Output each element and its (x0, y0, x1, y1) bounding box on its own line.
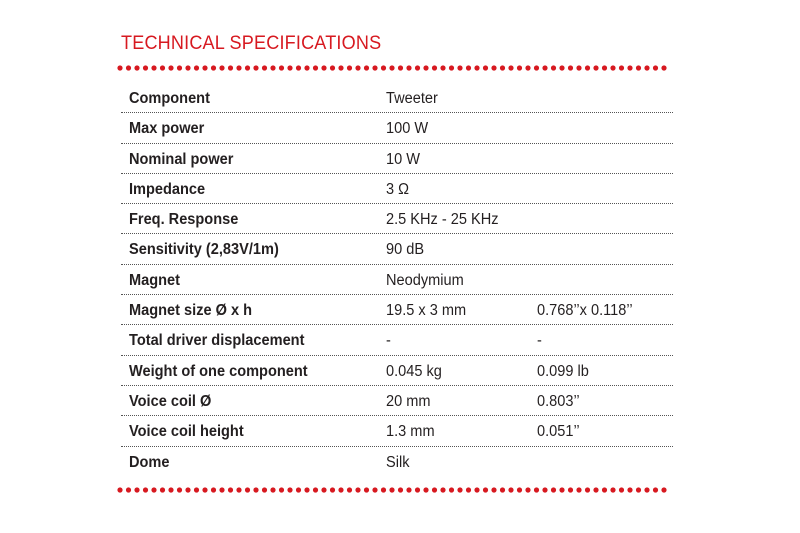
divider-dot (474, 487, 479, 492)
spec-value: 19.5 x 3 mm (386, 302, 467, 320)
divider-dot (228, 487, 233, 492)
spec-value: 1.3 mm (386, 423, 435, 441)
divider-dot (602, 487, 607, 492)
table-row (121, 234, 673, 264)
divider-dot (644, 65, 649, 70)
divider-dot (542, 65, 547, 70)
divider-dot (508, 487, 513, 492)
divider-dot (483, 65, 488, 70)
spec-imperial: - (537, 332, 542, 350)
divider-dot (160, 487, 165, 492)
spec-label: Voice coil height (129, 423, 244, 441)
divider-dot (568, 487, 573, 492)
divider-dot (636, 487, 641, 492)
divider-dot (585, 487, 590, 492)
divider-dot (134, 487, 139, 492)
spec-value: Silk (386, 453, 410, 471)
divider-dot (194, 65, 199, 70)
divider-dot (236, 65, 241, 70)
table-row (121, 204, 673, 234)
divider-dot (134, 65, 139, 70)
divider-dot (202, 65, 207, 70)
spec-label: Total driver displacement (129, 332, 305, 350)
divider-dot (661, 65, 666, 70)
divider-dot (593, 487, 598, 492)
divider-dot (304, 487, 309, 492)
divider-dot (466, 487, 471, 492)
divider-dot (330, 487, 335, 492)
table-row (121, 356, 673, 386)
divider-dot (236, 487, 241, 492)
spec-table (121, 83, 673, 477)
divider-dot (525, 65, 530, 70)
divider-dot (321, 65, 326, 70)
divider-dot (168, 487, 173, 492)
divider-dot (491, 487, 496, 492)
divider-dot (304, 65, 309, 70)
divider-dot (287, 65, 292, 70)
divider-dot (483, 487, 488, 492)
spec-value: 2.5 KHz - 25 KHz (386, 211, 499, 229)
divider-dot (126, 65, 131, 70)
spec-imperial: 0.803’’ (537, 392, 580, 410)
divider-dot (406, 65, 411, 70)
spec-label: Impedance (129, 180, 206, 198)
divider-dot (508, 65, 513, 70)
divider-dot (270, 487, 275, 492)
divider-dot (551, 65, 556, 70)
divider-dot (270, 65, 275, 70)
divider-dot (194, 487, 199, 492)
divider-dot (177, 487, 182, 492)
divider-dot (219, 487, 224, 492)
divider-dot (627, 487, 632, 492)
divider-dot (576, 487, 581, 492)
divider-dot (253, 487, 258, 492)
divider-dot (262, 487, 267, 492)
spec-value: 90 dB (386, 241, 425, 259)
divider-dot (389, 487, 394, 492)
divider-dot (117, 487, 122, 492)
divider-dot (406, 487, 411, 492)
divider-dot (262, 65, 267, 70)
spec-value: Tweeter (386, 90, 438, 107)
divider-dot (559, 487, 564, 492)
divider-dot (296, 65, 301, 70)
divider-dot (364, 487, 369, 492)
divider-dot (551, 487, 556, 492)
spec-label: Max power (129, 120, 205, 138)
spec-value: - (386, 332, 391, 350)
divider-dot (466, 65, 471, 70)
divider-dot (381, 487, 386, 492)
divider-dot (449, 65, 454, 70)
spec-value: 0.045 kg (386, 362, 442, 380)
divider-dot (313, 65, 318, 70)
divider-dot (143, 65, 148, 70)
divider-dot (338, 487, 343, 492)
divider-dot (644, 487, 649, 492)
divider-dot (355, 487, 360, 492)
divider-dot (474, 65, 479, 70)
divider-dot (517, 487, 522, 492)
divider-dot (126, 487, 131, 492)
divider-dot (602, 65, 607, 70)
divider-dot (610, 65, 615, 70)
divider-dot (347, 487, 352, 492)
table-row (121, 325, 673, 355)
divider-dot (440, 487, 445, 492)
page-title: TECHNICAL SPECIFICATIONS (121, 33, 382, 54)
divider-dot (168, 65, 173, 70)
divider-dot (177, 65, 182, 70)
divider-dot (151, 65, 156, 70)
divider-dot (219, 65, 224, 70)
spec-label: Nominal power (129, 150, 234, 168)
divider-dot (287, 487, 292, 492)
divider-dot (610, 487, 615, 492)
divider-dot (347, 65, 352, 70)
divider-dot (211, 65, 216, 70)
divider-dot (160, 65, 165, 70)
divider-dot (500, 487, 505, 492)
divider-dot (619, 65, 624, 70)
divider-dot (389, 65, 394, 70)
divider-dot (143, 487, 148, 492)
divider-dot (432, 487, 437, 492)
spec-label: Sensitivity (2,83V/1m) (129, 241, 279, 259)
divider-dot (228, 65, 233, 70)
divider-dot (432, 65, 437, 70)
divider-dot (653, 65, 658, 70)
divider-dot (440, 65, 445, 70)
divider-dot (534, 65, 539, 70)
table-row (121, 386, 673, 416)
spec-label: Freq. Response (129, 211, 239, 229)
divider-dot (568, 65, 573, 70)
spec-label: Voice coil Ø (129, 392, 212, 410)
divider-dot (653, 487, 658, 492)
divider-dot (321, 487, 326, 492)
divider-dot (245, 65, 250, 70)
spec-label: Magnet (129, 271, 180, 289)
spec-label: Magnet size Ø x h (129, 302, 253, 320)
divider-dot (313, 487, 318, 492)
table-row (121, 144, 673, 174)
divider-dot (338, 65, 343, 70)
table-row (121, 113, 673, 143)
divider-dot (211, 487, 216, 492)
spec-value: 20 mm (386, 392, 431, 410)
spec-imperial: 0.099 lb (537, 362, 589, 380)
divider-dot (372, 65, 377, 70)
divider-dot (661, 487, 666, 492)
table-row (121, 416, 673, 446)
table-row (121, 265, 673, 295)
table-row (121, 447, 673, 477)
spec-value: 100 W (386, 120, 429, 138)
dotted-divider-top (116, 64, 676, 72)
table-row (121, 83, 673, 113)
divider-dot (534, 487, 539, 492)
divider-dot (253, 65, 258, 70)
divider-dot (398, 487, 403, 492)
spec-value: Neodymium (386, 271, 464, 289)
divider-dot (364, 65, 369, 70)
divider-dot (585, 65, 590, 70)
spec-label: Dome (129, 453, 170, 471)
divider-dot (415, 487, 420, 492)
divider-dot (517, 65, 522, 70)
divider-dot (542, 487, 547, 492)
divider-dot (185, 487, 190, 492)
divider-dot (279, 487, 284, 492)
divider-dot (449, 487, 454, 492)
table-row (121, 174, 673, 204)
divider-dot (423, 487, 428, 492)
divider-dot (576, 65, 581, 70)
divider-dot (423, 65, 428, 70)
divider-dot (500, 65, 505, 70)
spec-label: Component (129, 90, 210, 107)
divider-dot (398, 65, 403, 70)
divider-dot (279, 65, 284, 70)
divider-dot (636, 65, 641, 70)
spec-label: Weight of one component (129, 362, 308, 380)
divider-dot (627, 65, 632, 70)
divider-dot (457, 65, 462, 70)
divider-dot (202, 487, 207, 492)
divider-dot (296, 487, 301, 492)
divider-dot (355, 65, 360, 70)
divider-dot (525, 487, 530, 492)
spec-imperial: 0.768’’x 0.118’’ (537, 302, 633, 320)
table-row (121, 295, 673, 325)
divider-dot (151, 487, 156, 492)
spec-imperial: 0.051’’ (537, 423, 580, 441)
divider-dot (491, 65, 496, 70)
divider-dot (559, 65, 564, 70)
divider-dot (593, 65, 598, 70)
divider-dot (619, 487, 624, 492)
divider-dot (117, 65, 122, 70)
divider-dot (381, 65, 386, 70)
spec-value: 10 W (386, 150, 421, 168)
divider-dot (185, 65, 190, 70)
divider-dot (457, 487, 462, 492)
divider-dot (330, 65, 335, 70)
divider-dot (415, 65, 420, 70)
divider-dot (245, 487, 250, 492)
dotted-divider-bottom (116, 486, 676, 494)
divider-dot (372, 487, 377, 492)
spec-value: 3 Ω (386, 180, 410, 198)
